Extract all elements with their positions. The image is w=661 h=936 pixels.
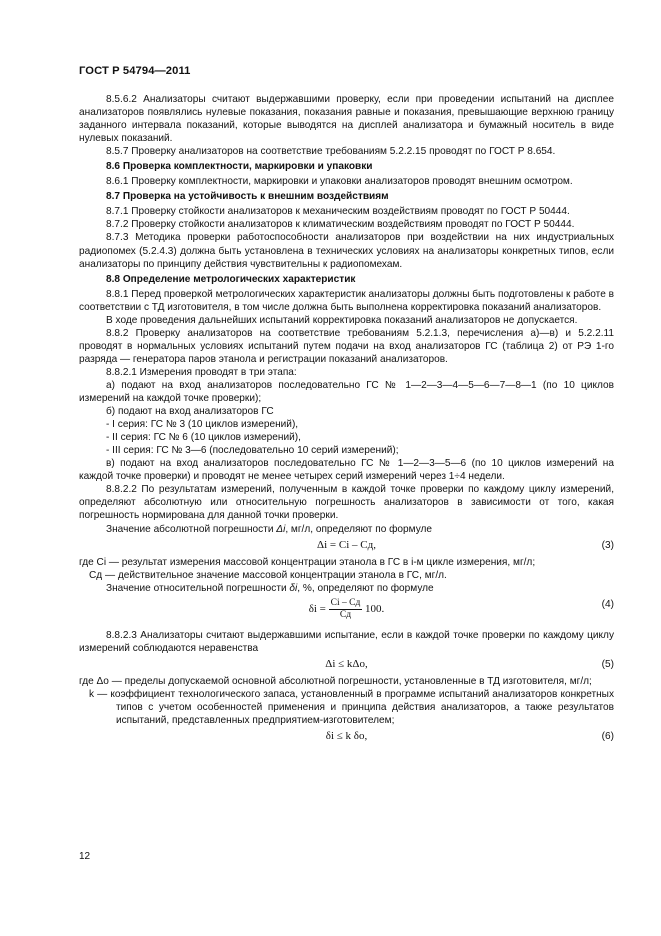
paragraph-8-5-7: 8.5.7 Проверку анализаторов на соответствие требованиям 5.2.2.15 проводят по ГОСТ Р 8.654.: [106, 146, 556, 158]
paragraph-8-8-1-continued: В ходе проведения дальнейших испытаний корректировка показаний анализаторов не допускается.: [106, 314, 578, 326]
paragraph-8-5-6-2: 8.5.6.2 Анализаторы считают выдержавшими проверку, если при проведении испытаний на дисплее анализаторов появлялись нулевые показания, показания равные и показания, превышающие верхнюю границу заданного интервала показаний, которые выводятся на дисплей анализатора и бумажный носитель в виде нулевых показаний.: [79, 94, 614, 145]
formula-6: [79, 727, 614, 747]
paragraph-8-8-1: 8.8.1 Перед проверкой метрологических характеристик анализаторы должны быть подготовлены к работе в соответствии с ТД изготовителя, в том числе должна быть выполнена корректировка показаний анализаторов.: [79, 288, 614, 313]
rel-error-symbol: δi: [289, 582, 298, 594]
list-item-stage-b: б) подают на вход анализаторов ГС: [106, 406, 274, 418]
paragraph-8-7-1: 8.7.1 Проверку стойкости анализаторов к механическим воздействиям проводят по ГОСТ Р 50444.: [106, 206, 570, 218]
where-desc-ci: результат измерения массовой концентрации этанола в ГС в i-м цикле измерения, мг/л;: [121, 556, 536, 568]
list-item-series-3: - III серия: ГС № 3—6 (последовательно 10 серий измерений);: [106, 445, 399, 457]
paragraph-8-8-2-2: 8.8.2.2 По результатам измерений, полученным в каждой точке проверки по каждому циклу измерений, определяют абсолютную или относительную погрешность анализаторов в зависимости от того, какая погрешность нормирована для данной точки проверки.: [79, 484, 614, 522]
where-desc-cd: действительное значение массовой концентрации этанола в ГС, мг/л.: [117, 569, 447, 581]
where-item-ci: [79, 556, 614, 569]
where-desc-k: коэффициент технологического запаса, установленный в программе испытаний анализаторов конкретных типов с учетом особенностей применения и принципа действия анализаторов, а также результатов испытаний, представленных предприятием-изготовителем;: [110, 688, 614, 726]
formula-4-lhs: δi =: [308, 602, 326, 615]
formula-4-expression: [79, 598, 614, 621]
where-item-delta-o: [79, 675, 614, 688]
formula-4-numerator: Ci – Cд: [330, 597, 361, 608]
formula-4: [79, 595, 614, 629]
paragraph-8-7-3: 8.7.3 Методика проверки работоспособности анализаторов при воздействии на них индустриальных радиопомех (5.2.4.3) должна быть установлена в технических условиях на анализаторы конкретных типов, если анализаторы по принципу действия чувствительны к радиопомехам.: [79, 232, 614, 270]
paragraph-8-8-2-1: 8.8.2.1 Измерения проводят в три этапа:: [106, 366, 297, 378]
paragraph-8-8-2: 8.8.2 Проверку анализаторов на соответствие требованиям 5.2.1.3, перечисления а)—в) и 5.2.2.11 проводят в нормальных условиях испытаний путем подачи на вход анализаторов ГС (таблица 2) от РЭ 1-го разряда — генератора паров этанола и регистрации показаний анализаторов.: [79, 327, 614, 365]
list-item-stage-c: в) подают на вход анализаторов последовательно ГС № 1—2—3—5—6 (по 10 циклов измерений на каждой точке проверки) и проводят не менее четырех серий измерений через 1÷4 недели.: [79, 458, 614, 483]
formula-3: [79, 536, 614, 556]
formula-4-rhs: 100.: [365, 602, 385, 615]
abs-error-intro-tail: , мг/л, определяют по формуле: [285, 523, 433, 535]
formula-4-fraction: [329, 598, 363, 621]
formula-3-expression: Δi = Ci – Cд,: [317, 538, 376, 551]
section-heading-8-6: 8.6 Проверка комплектности, маркировки и упаковки: [106, 161, 373, 173]
where-item-k: [79, 688, 614, 727]
where-term-cd: Cд —: [89, 569, 116, 581]
paragraph-rel-error-intro: [79, 582, 614, 595]
formula-4-denominator: Cд: [339, 609, 352, 620]
abs-error-intro-text: Значение абсолютной погрешности: [106, 523, 274, 535]
paragraph-8-7-2: 8.7.2 Проверку стойкости анализаторов к климатическим воздействиям проводят по ГОСТ Р 50444.: [106, 219, 575, 231]
formula-6-expression: δi ≤ k δо,: [325, 729, 368, 742]
formula-4-number: (4): [601, 598, 614, 610]
list-item-series-2: - II серия: ГС № 6 (10 циклов измерений),: [106, 432, 301, 444]
page-number: 12: [79, 851, 91, 862]
formula-5-number: (5): [601, 658, 614, 670]
abs-error-symbol: Δi: [276, 523, 286, 535]
list-item-stage-a: а) подают на вход анализаторов последовательно ГС № 1—2—3—4—5—6—7—8—1 (по 10 циклов измерений на каждой точке проверки);: [79, 379, 614, 405]
document-body: [79, 93, 614, 747]
where-term-ci: где Ci —: [79, 556, 119, 568]
rel-error-intro-tail: , %, определяют по формуле: [297, 582, 434, 594]
rel-error-intro-text: Значение относительной погрешности: [106, 582, 287, 594]
paragraph-abs-error-intro: [79, 523, 614, 536]
list-item-series-1: - I серия: ГС № 3 (10 циклов измерений),: [106, 419, 299, 431]
where-term-delta-o: где Δо —: [79, 675, 122, 687]
section-heading-8-8: 8.8 Определение метрологических характеристик: [106, 273, 356, 285]
document-header: ГОСТ Р 54794—2011: [79, 65, 191, 77]
where-desc-delta-o: пределы допускаемой основной абсолютной погрешности, установленные в ТД изготовителя, мг/л;: [124, 675, 592, 687]
formula-5: [79, 655, 614, 675]
where-term-k: k —: [89, 688, 108, 700]
formula-6-number: (6): [601, 730, 614, 742]
section-heading-8-7: 8.7 Проверка на устойчивость к внешним воздействиям: [106, 191, 389, 203]
formula-5-expression: Δi ≤ kΔо,: [325, 657, 368, 670]
formula-3-number: (3): [601, 539, 614, 551]
paragraph-8-8-2-3: 8.8.2.3 Анализаторы считают выдержавшими испытание, если в каждой точке проверки по каждому циклу измерений соблюдаются неравенства: [79, 629, 614, 654]
where-item-cd: [79, 569, 614, 582]
paragraph-8-6-1: 8.6.1 Проверку комплектности, маркировки и упаковки анализаторов проводят внешним осмотром.: [106, 176, 573, 188]
